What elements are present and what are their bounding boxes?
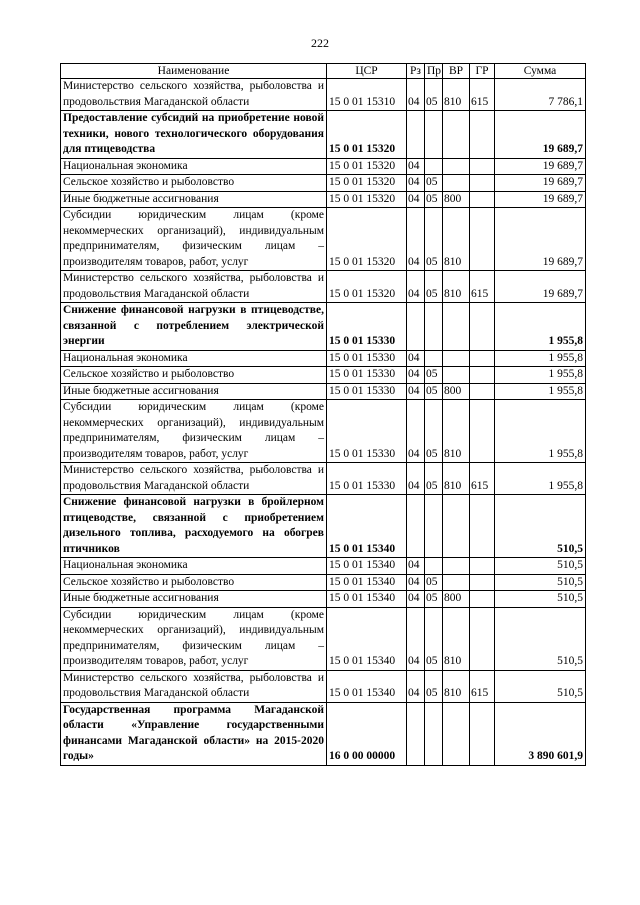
cell-name: Министерство сельского хозяйства, рыболовства и продовольствия Магаданской области [61, 670, 327, 702]
cell-pr [425, 558, 443, 575]
cell-csr: 15 0 01 15320 [327, 208, 407, 271]
cell-sum: 1 955,8 [495, 350, 586, 367]
cell-rz: 04 [407, 271, 425, 303]
cell-vr: 800 [443, 383, 470, 400]
cell-csr: 15 0 01 15330 [327, 383, 407, 400]
cell-rz: 04 [407, 607, 425, 670]
cell-rz: 04 [407, 574, 425, 591]
cell-sum: 19 689,7 [495, 191, 586, 208]
cell-csr: 15 0 01 15340 [327, 607, 407, 670]
cell-gr [470, 383, 495, 400]
cell-rz: 04 [407, 591, 425, 608]
cell-pr: 05 [425, 463, 443, 495]
cell-vr: 810 [443, 271, 470, 303]
cell-vr: 810 [443, 463, 470, 495]
cell-name: Министерство сельского хозяйства, рыболовства и продовольствия Магаданской области [61, 271, 327, 303]
cell-rz [407, 303, 425, 351]
cell-name: Сельское хозяйство и рыболовство [61, 367, 327, 384]
cell-sum: 19 689,7 [495, 111, 586, 159]
table-row [61, 558, 586, 575]
table-row [61, 400, 586, 463]
cell-gr [470, 303, 495, 351]
cell-csr: 15 0 01 15320 [327, 271, 407, 303]
page-number: 222 [311, 36, 329, 50]
cell-pr [425, 350, 443, 367]
cell-sum: 510,5 [495, 574, 586, 591]
cell-csr: 15 0 01 15320 [327, 175, 407, 192]
cell-pr: 05 [425, 400, 443, 463]
cell-pr: 05 [425, 367, 443, 384]
cell-sum: 19 689,7 [495, 208, 586, 271]
cell-csr: 15 0 01 15330 [327, 463, 407, 495]
cell-rz: 04 [407, 670, 425, 702]
cell-gr [470, 191, 495, 208]
table-row [61, 383, 586, 400]
cell-pr: 05 [425, 383, 443, 400]
cell-name: Иные бюджетные ассигнования [61, 383, 327, 400]
cell-name: Субсидии юридическим лицам (кроме некоммерческих организаций), индивидуальным предпринимателям, физическим лицам – производителям товаров, работ, услуг [61, 400, 327, 463]
cell-gr [470, 558, 495, 575]
cell-name: Субсидии юридическим лицам (кроме некоммерческих организаций), индивидуальным предпринимателям, физическим лицам – производителям товаров, работ, услуг [61, 208, 327, 271]
cell-csr: 15 0 01 15320 [327, 111, 407, 159]
cell-rz [407, 111, 425, 159]
cell-vr [443, 350, 470, 367]
cell-csr: 15 0 01 15340 [327, 591, 407, 608]
cell-rz: 04 [407, 400, 425, 463]
table-row [61, 158, 586, 175]
table-row [61, 111, 586, 159]
cell-gr [470, 607, 495, 670]
cell-vr [443, 367, 470, 384]
cell-rz: 04 [407, 558, 425, 575]
cell-rz: 04 [407, 383, 425, 400]
cell-gr [470, 702, 495, 765]
cell-csr: 15 0 01 15310 [327, 79, 407, 111]
cell-name: Сельское хозяйство и рыболовство [61, 574, 327, 591]
cell-rz: 04 [407, 350, 425, 367]
cell-pr [425, 158, 443, 175]
cell-csr: 15 0 01 15330 [327, 400, 407, 463]
cell-rz: 04 [407, 367, 425, 384]
cell-gr [470, 175, 495, 192]
table-row [61, 79, 586, 111]
cell-vr [443, 495, 470, 558]
cell-pr: 05 [425, 574, 443, 591]
table-row [61, 463, 586, 495]
cell-vr: 810 [443, 400, 470, 463]
cell-vr: 810 [443, 208, 470, 271]
cell-csr: 15 0 01 15320 [327, 191, 407, 208]
cell-pr: 05 [425, 79, 443, 111]
table-body [61, 79, 586, 766]
cell-sum: 3 890 601,9 [495, 702, 586, 765]
header-name: Наименование [61, 64, 327, 79]
cell-rz [407, 702, 425, 765]
cell-gr [470, 591, 495, 608]
cell-pr: 05 [425, 175, 443, 192]
header-gr: ГР [470, 64, 495, 79]
cell-sum: 7 786,1 [495, 79, 586, 111]
cell-csr: 15 0 01 15330 [327, 367, 407, 384]
header-pr: Пр [425, 64, 443, 79]
cell-rz: 04 [407, 175, 425, 192]
cell-pr [425, 495, 443, 558]
cell-pr [425, 303, 443, 351]
table-row [61, 574, 586, 591]
cell-vr [443, 175, 470, 192]
table-row [61, 702, 586, 765]
cell-gr [470, 208, 495, 271]
cell-vr: 810 [443, 79, 470, 111]
cell-pr: 05 [425, 271, 443, 303]
cell-name: Министерство сельского хозяйства, рыболовства и продовольствия Магаданской области [61, 463, 327, 495]
cell-vr: 800 [443, 191, 470, 208]
cell-sum: 19 689,7 [495, 175, 586, 192]
cell-vr [443, 702, 470, 765]
cell-name: Снижение финансовой нагрузки в птицеводстве, связанной с потреблением электрической энергии [61, 303, 327, 351]
cell-pr [425, 702, 443, 765]
cell-vr [443, 303, 470, 351]
cell-sum: 1 955,8 [495, 367, 586, 384]
table-row [61, 175, 586, 192]
cell-sum: 1 955,8 [495, 383, 586, 400]
cell-vr [443, 158, 470, 175]
cell-rz: 04 [407, 158, 425, 175]
cell-vr [443, 558, 470, 575]
cell-sum: 1 955,8 [495, 303, 586, 351]
cell-pr: 05 [425, 591, 443, 608]
table-row [61, 303, 586, 351]
cell-gr: 615 [470, 79, 495, 111]
table-row [61, 607, 586, 670]
cell-rz: 04 [407, 191, 425, 208]
cell-gr [470, 111, 495, 159]
table-header-row [61, 64, 586, 79]
cell-gr [470, 574, 495, 591]
cell-csr: 15 0 01 15340 [327, 495, 407, 558]
cell-sum: 510,5 [495, 495, 586, 558]
cell-name: Национальная экономика [61, 558, 327, 575]
cell-pr: 05 [425, 191, 443, 208]
cell-sum: 510,5 [495, 670, 586, 702]
cell-csr: 15 0 01 15330 [327, 303, 407, 351]
cell-name: Предоставление субсидий на приобретение новой техники, нового технологического оборудования для птицеводства [61, 111, 327, 159]
cell-pr: 05 [425, 607, 443, 670]
cell-name: Национальная экономика [61, 350, 327, 367]
cell-vr: 810 [443, 607, 470, 670]
cell-csr: 15 0 01 15340 [327, 574, 407, 591]
cell-gr: 615 [470, 463, 495, 495]
cell-sum: 1 955,8 [495, 463, 586, 495]
cell-name: Государственная программа Магаданской области «Управление государственными финансами Магаданской области» на 2015-2020 годы» [61, 702, 327, 765]
table-row [61, 191, 586, 208]
cell-name: Сельское хозяйство и рыболовство [61, 175, 327, 192]
cell-gr [470, 400, 495, 463]
cell-sum: 19 689,7 [495, 158, 586, 175]
cell-csr: 15 0 01 15340 [327, 670, 407, 702]
cell-rz: 04 [407, 208, 425, 271]
table-row [61, 591, 586, 608]
cell-gr [470, 367, 495, 384]
cell-sum: 510,5 [495, 558, 586, 575]
header-sum: Сумма [495, 64, 586, 79]
cell-sum: 1 955,8 [495, 400, 586, 463]
cell-name: Иные бюджетные ассигнования [61, 591, 327, 608]
cell-name: Субсидии юридическим лицам (кроме некоммерческих организаций), индивидуальным предпринимателям, физическим лицам – производителям товаров, работ, услуг [61, 607, 327, 670]
cell-pr: 05 [425, 208, 443, 271]
header-csr: ЦСР [327, 64, 407, 79]
cell-csr: 15 0 01 15330 [327, 350, 407, 367]
cell-name: Снижение финансовой нагрузки в бройлерном птицеводстве, связанной с приобретением дизельного топлива, расходуемого на обогрев птичников [61, 495, 327, 558]
cell-vr [443, 111, 470, 159]
table-row [61, 367, 586, 384]
cell-sum: 510,5 [495, 591, 586, 608]
header-vr: ВР [443, 64, 470, 79]
cell-sum: 19 689,7 [495, 271, 586, 303]
cell-rz [407, 495, 425, 558]
cell-csr: 15 0 01 15320 [327, 158, 407, 175]
table-row [61, 350, 586, 367]
cell-gr: 615 [470, 271, 495, 303]
cell-gr: 615 [470, 670, 495, 702]
cell-name: Национальная экономика [61, 158, 327, 175]
header-rz: Рз [407, 64, 425, 79]
cell-vr: 810 [443, 670, 470, 702]
cell-gr [470, 158, 495, 175]
table-row [61, 208, 586, 271]
cell-gr [470, 495, 495, 558]
cell-rz: 04 [407, 463, 425, 495]
table-row [61, 670, 586, 702]
table-row [61, 495, 586, 558]
cell-csr: 15 0 01 15340 [327, 558, 407, 575]
cell-name: Министерство сельского хозяйства, рыболовства и продовольствия Магаданской области [61, 79, 327, 111]
cell-csr: 16 0 00 00000 [327, 702, 407, 765]
cell-rz: 04 [407, 79, 425, 111]
cell-sum: 510,5 [495, 607, 586, 670]
cell-pr [425, 111, 443, 159]
cell-pr: 05 [425, 670, 443, 702]
cell-gr [470, 350, 495, 367]
budget-table [60, 63, 586, 766]
cell-vr: 800 [443, 591, 470, 608]
cell-name: Иные бюджетные ассигнования [61, 191, 327, 208]
cell-vr [443, 574, 470, 591]
table-row [61, 271, 586, 303]
